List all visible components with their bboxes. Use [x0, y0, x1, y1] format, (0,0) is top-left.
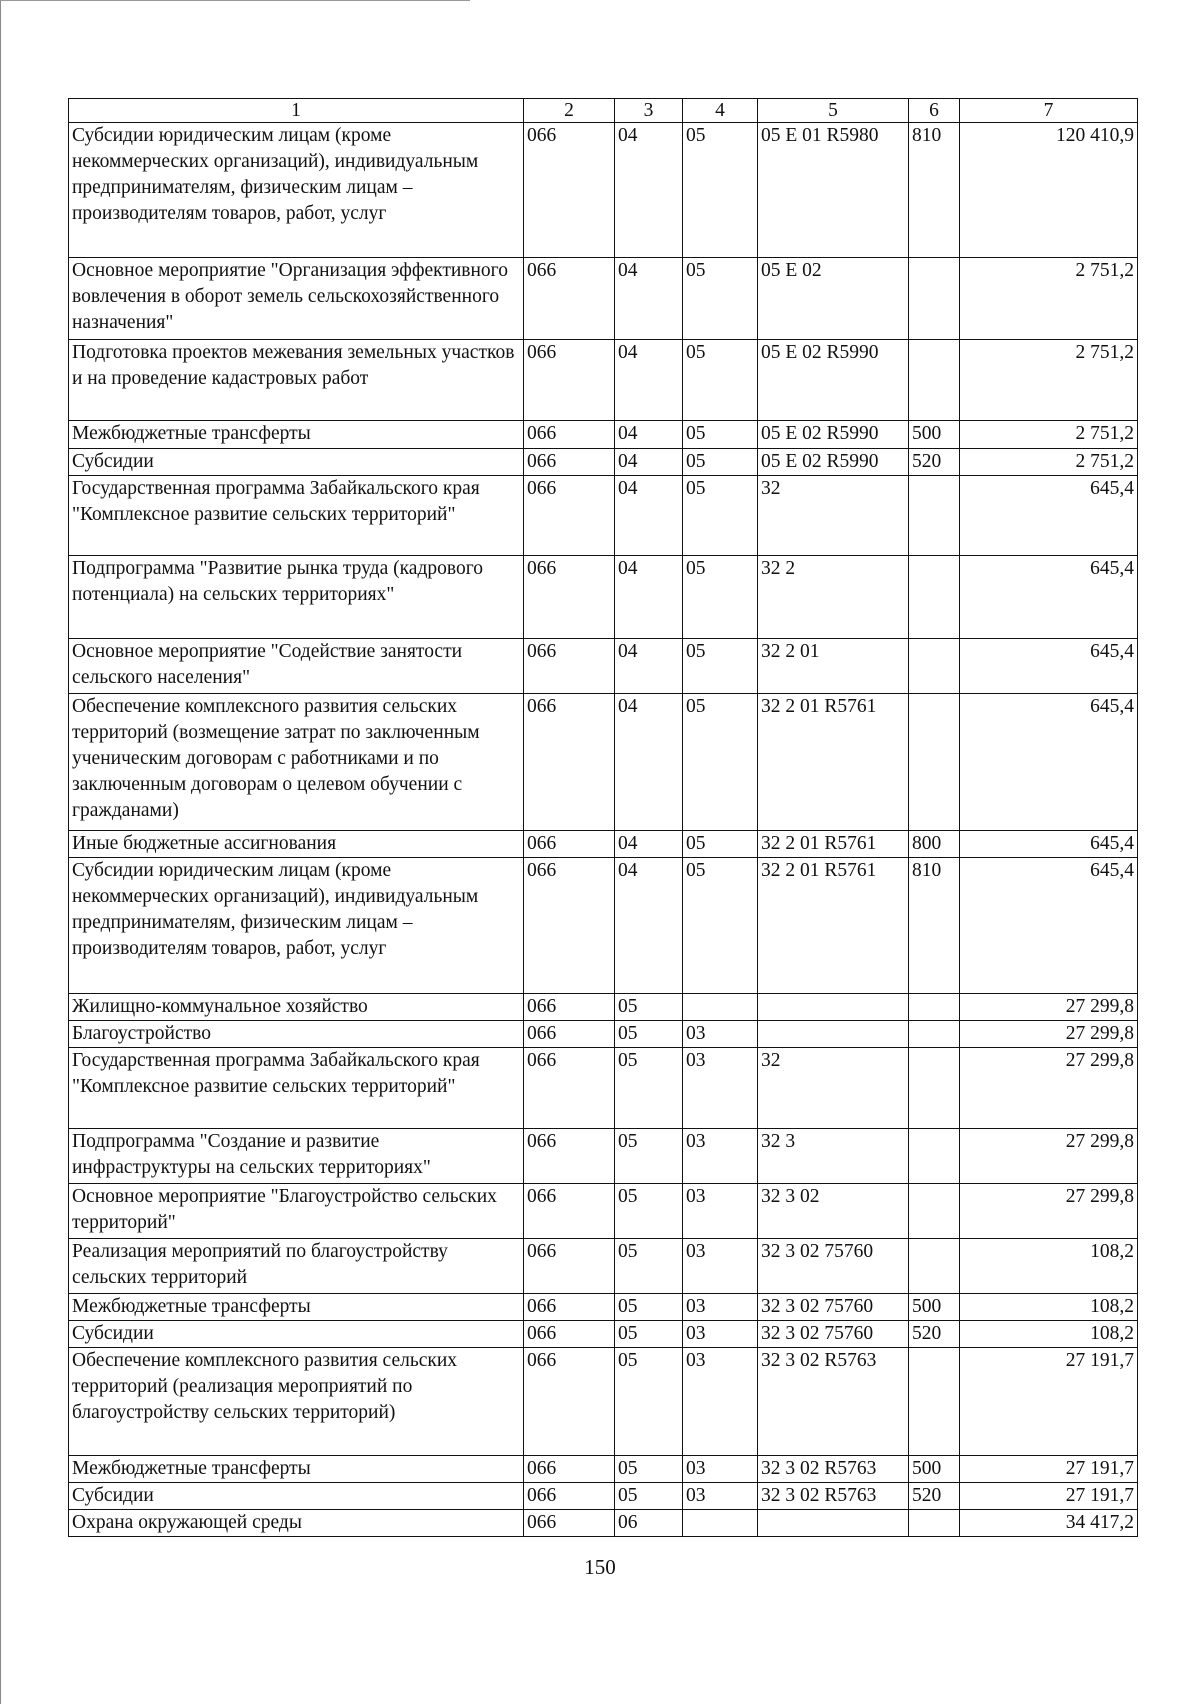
- cell-code: 32 3 02 75760: [758, 1294, 909, 1321]
- cell-code: 066: [524, 421, 615, 449]
- table-row: [69, 858, 1138, 994]
- table-row: [69, 1048, 1138, 1129]
- cell-code: 32: [758, 476, 909, 556]
- cell-code: 520: [909, 1321, 960, 1348]
- column-header: 4: [683, 99, 758, 123]
- cell-code: 066: [524, 123, 615, 258]
- cell-code: 32 2 01 R5761: [758, 858, 909, 994]
- table-row: [69, 694, 1138, 831]
- cell-code: 05: [683, 258, 758, 340]
- cell-code: [909, 1239, 960, 1294]
- cell-code: 066: [524, 1048, 615, 1129]
- cell-code: [909, 340, 960, 421]
- row-name: Субсидии: [69, 1483, 524, 1510]
- cell-code: [758, 1510, 909, 1537]
- table-row: [69, 639, 1138, 694]
- row-name: Основное мероприятие "Благоустройство сельских территорий": [69, 1184, 524, 1239]
- cell-code: 05: [683, 694, 758, 831]
- row-name: Жилищно-коммунальное хозяйство: [69, 994, 524, 1021]
- cell-code: 05: [683, 476, 758, 556]
- cell-code: 066: [524, 858, 615, 994]
- cell-code: [909, 994, 960, 1021]
- cell-code: 32 3 02 R5763: [758, 1348, 909, 1456]
- cell-code: [909, 1021, 960, 1048]
- cell-code: 05: [615, 1483, 683, 1510]
- column-header: 7: [960, 99, 1138, 123]
- cell-code: 05 Е 02: [758, 258, 909, 340]
- cell-code: 05: [615, 1184, 683, 1239]
- cell-code: 066: [524, 449, 615, 476]
- cell-amount: 120 410,9: [960, 123, 1138, 258]
- cell-code: 05 Е 02 R5990: [758, 449, 909, 476]
- cell-code: 03: [683, 1321, 758, 1348]
- cell-code: 03: [683, 1021, 758, 1048]
- cell-code: 05: [615, 1239, 683, 1294]
- cell-code: 32 3 02: [758, 1184, 909, 1239]
- table-row: [69, 449, 1138, 476]
- row-name: Обеспечение комплексного развития сельских территорий (возмещение затрат по заключенным ученическим договорам с работниками и по заключенным договорам о целевом обучении с гражданами): [69, 694, 524, 831]
- cell-code: 05 Е 02 R5990: [758, 340, 909, 421]
- cell-code: 04: [615, 258, 683, 340]
- row-name: Межбюджетные трансферты: [69, 421, 524, 449]
- cell-code: 32 3 02 R5763: [758, 1483, 909, 1510]
- cell-code: 32 2: [758, 556, 909, 639]
- cell-code: 066: [524, 340, 615, 421]
- cell-code: 03: [683, 1294, 758, 1321]
- cell-code: [909, 258, 960, 340]
- cell-code: 520: [909, 1483, 960, 1510]
- cell-code: 05: [683, 639, 758, 694]
- cell-code: 03: [683, 1129, 758, 1184]
- cell-code: [683, 994, 758, 1021]
- cell-code: 500: [909, 1294, 960, 1321]
- cell-code: 05 Е 02 R5990: [758, 421, 909, 449]
- row-name: Субсидии юридическим лицам (кроме некоммерческих организаций), индивидуальным предпринимателям, физическим лицам – производителям товаров, работ, услуг: [69, 123, 524, 258]
- cell-code: 32 3 02 R5763: [758, 1456, 909, 1483]
- cell-code: 066: [524, 1483, 615, 1510]
- column-number-row: [69, 99, 1138, 123]
- column-header: 2: [524, 99, 615, 123]
- cell-code: 32 2 01 R5761: [758, 831, 909, 858]
- cell-code: 066: [524, 1184, 615, 1239]
- cell-code: 32: [758, 1048, 909, 1129]
- cell-code: 066: [524, 694, 615, 831]
- table-row: [69, 831, 1138, 858]
- cell-amount: 645,4: [960, 831, 1138, 858]
- column-header: 6: [909, 99, 960, 123]
- cell-code: 32 3 02 75760: [758, 1321, 909, 1348]
- cell-code: 066: [524, 1129, 615, 1184]
- row-name: Подготовка проектов межевания земельных участков и на проведение кадастровых работ: [69, 340, 524, 421]
- cell-amount: 27 299,8: [960, 1048, 1138, 1129]
- cell-code: 066: [524, 1348, 615, 1456]
- cell-code: 066: [524, 1510, 615, 1537]
- table-row: [69, 421, 1138, 449]
- cell-code: 06: [615, 1510, 683, 1537]
- row-name: Межбюджетные трансферты: [69, 1294, 524, 1321]
- cell-code: 05: [683, 449, 758, 476]
- cell-code: 05: [683, 421, 758, 449]
- cell-code: 066: [524, 831, 615, 858]
- cell-code: 03: [683, 1456, 758, 1483]
- cell-code: 066: [524, 1456, 615, 1483]
- row-name: Государственная программа Забайкальского края "Комплексное развитие сельских территорий": [69, 1048, 524, 1129]
- row-name: Благоустройство: [69, 1021, 524, 1048]
- row-name: Подпрограмма "Развитие рынка труда (кадрового потенциала) на сельских территориях": [69, 556, 524, 639]
- cell-code: [909, 1348, 960, 1456]
- cell-amount: 27 191,7: [960, 1348, 1138, 1456]
- row-name: Подпрограмма "Создание и развитие инфраструктуры на сельских территориях": [69, 1129, 524, 1184]
- cell-code: 04: [615, 340, 683, 421]
- cell-code: 066: [524, 1021, 615, 1048]
- cell-code: 04: [615, 639, 683, 694]
- cell-amount: 645,4: [960, 694, 1138, 831]
- cell-amount: 645,4: [960, 639, 1138, 694]
- table-row: [69, 1184, 1138, 1239]
- cell-code: 04: [615, 694, 683, 831]
- cell-amount: 108,2: [960, 1321, 1138, 1348]
- cell-code: 03: [683, 1239, 758, 1294]
- cell-code: 05: [615, 1348, 683, 1456]
- cell-amount: 27 299,8: [960, 994, 1138, 1021]
- cell-code: 05: [615, 1294, 683, 1321]
- cell-code: 05: [683, 858, 758, 994]
- cell-code: [909, 1510, 960, 1537]
- cell-code: 05: [683, 831, 758, 858]
- cell-code: [909, 556, 960, 639]
- cell-code: 066: [524, 258, 615, 340]
- cell-code: 800: [909, 831, 960, 858]
- cell-code: [758, 1021, 909, 1048]
- row-name: Основное мероприятие "Организация эффективного вовлечения в оборот земель сельскохозяйственного назначения": [69, 258, 524, 340]
- cell-code: 03: [683, 1483, 758, 1510]
- cell-code: 05: [683, 123, 758, 258]
- table-row: [69, 340, 1138, 421]
- cell-code: 066: [524, 1321, 615, 1348]
- page-number: 150: [584, 1555, 616, 1579]
- cell-code: 05: [615, 994, 683, 1021]
- cell-code: 066: [524, 556, 615, 639]
- cell-code: 05: [683, 340, 758, 421]
- cell-code: 05: [615, 1129, 683, 1184]
- cell-code: 810: [909, 123, 960, 258]
- cell-code: [909, 639, 960, 694]
- cell-code: 05: [615, 1456, 683, 1483]
- cell-amount: 2 751,2: [960, 421, 1138, 449]
- table-row: [69, 1294, 1138, 1321]
- cell-amount: 27 299,8: [960, 1184, 1138, 1239]
- cell-code: 04: [615, 476, 683, 556]
- row-name: Охрана окружающей среды: [69, 1510, 524, 1537]
- row-name: Межбюджетные трансферты: [69, 1456, 524, 1483]
- cell-code: [683, 1510, 758, 1537]
- table-row: [69, 123, 1138, 258]
- cell-amount: 27 191,7: [960, 1456, 1138, 1483]
- cell-code: 05: [615, 1321, 683, 1348]
- row-name: Иные бюджетные ассигнования: [69, 831, 524, 858]
- cell-code: 066: [524, 1294, 615, 1321]
- cell-code: 04: [615, 421, 683, 449]
- page-edge-line: [0, 0, 1, 1704]
- cell-amount: 27 299,8: [960, 1129, 1138, 1184]
- cell-code: [909, 694, 960, 831]
- cell-code: [909, 1048, 960, 1129]
- table-row: [69, 994, 1138, 1021]
- cell-code: 04: [615, 831, 683, 858]
- page-top-line: [0, 0, 470, 1]
- table-row: [69, 1129, 1138, 1184]
- column-header: 1: [69, 99, 524, 123]
- cell-amount: 645,4: [960, 858, 1138, 994]
- row-name: Основное мероприятие "Содействие занятости сельского населения": [69, 639, 524, 694]
- cell-code: 066: [524, 476, 615, 556]
- cell-code: 05: [615, 1021, 683, 1048]
- cell-amount: 108,2: [960, 1239, 1138, 1294]
- cell-code: 03: [683, 1184, 758, 1239]
- cell-code: [909, 1129, 960, 1184]
- cell-amount: 2 751,2: [960, 449, 1138, 476]
- cell-code: 32 3 02 75760: [758, 1239, 909, 1294]
- cell-amount: 27 299,8: [960, 1021, 1138, 1048]
- row-name: Реализация мероприятий по благоустройству сельских территорий: [69, 1239, 524, 1294]
- cell-code: [758, 994, 909, 1021]
- row-name: Субсидии: [69, 449, 524, 476]
- cell-code: 05: [683, 556, 758, 639]
- cell-code: 520: [909, 449, 960, 476]
- table-row: [69, 258, 1138, 340]
- cell-amount: 2 751,2: [960, 258, 1138, 340]
- budget-table: [68, 98, 1138, 1537]
- table-row: [69, 1510, 1138, 1537]
- cell-code: 04: [615, 858, 683, 994]
- cell-code: [909, 1184, 960, 1239]
- row-name: Государственная программа Забайкальского края "Комплексное развитие сельских территорий": [69, 476, 524, 556]
- cell-code: 32 2 01: [758, 639, 909, 694]
- cell-code: 04: [615, 556, 683, 639]
- table-row: [69, 1348, 1138, 1456]
- row-name: Субсидии юридическим лицам (кроме некоммерческих организаций), индивидуальным предпринимателям, физическим лицам – производителям товаров, работ, услуг: [69, 858, 524, 994]
- cell-amount: 108,2: [960, 1294, 1138, 1321]
- cell-amount: 645,4: [960, 556, 1138, 639]
- row-name: Субсидии: [69, 1321, 524, 1348]
- table-row: [69, 1456, 1138, 1483]
- table-row: [69, 1483, 1138, 1510]
- column-header: 5: [758, 99, 909, 123]
- cell-code: 05 Е 01 R5980: [758, 123, 909, 258]
- table-row: [69, 1239, 1138, 1294]
- cell-code: 066: [524, 639, 615, 694]
- cell-code: [909, 476, 960, 556]
- cell-amount: 645,4: [960, 476, 1138, 556]
- table-row: [69, 476, 1138, 556]
- cell-code: 810: [909, 858, 960, 994]
- cell-amount: 34 417,2: [960, 1510, 1138, 1537]
- cell-code: 04: [615, 449, 683, 476]
- table-row: [69, 1321, 1138, 1348]
- cell-code: 32 2 01 R5761: [758, 694, 909, 831]
- cell-amount: 27 191,7: [960, 1483, 1138, 1510]
- column-header: 3: [615, 99, 683, 123]
- cell-code: 04: [615, 123, 683, 258]
- cell-code: 32 3: [758, 1129, 909, 1184]
- cell-code: 500: [909, 1456, 960, 1483]
- cell-code: 03: [683, 1348, 758, 1456]
- table-row: [69, 1021, 1138, 1048]
- cell-code: 03: [683, 1048, 758, 1129]
- row-name: Обеспечение комплексного развития сельских территорий (реализация мероприятий по благоустройству сельских территорий): [69, 1348, 524, 1456]
- cell-code: 500: [909, 421, 960, 449]
- cell-code: 066: [524, 994, 615, 1021]
- cell-code: 066: [524, 1239, 615, 1294]
- table-row: [69, 556, 1138, 639]
- cell-code: 05: [615, 1048, 683, 1129]
- cell-amount: 2 751,2: [960, 340, 1138, 421]
